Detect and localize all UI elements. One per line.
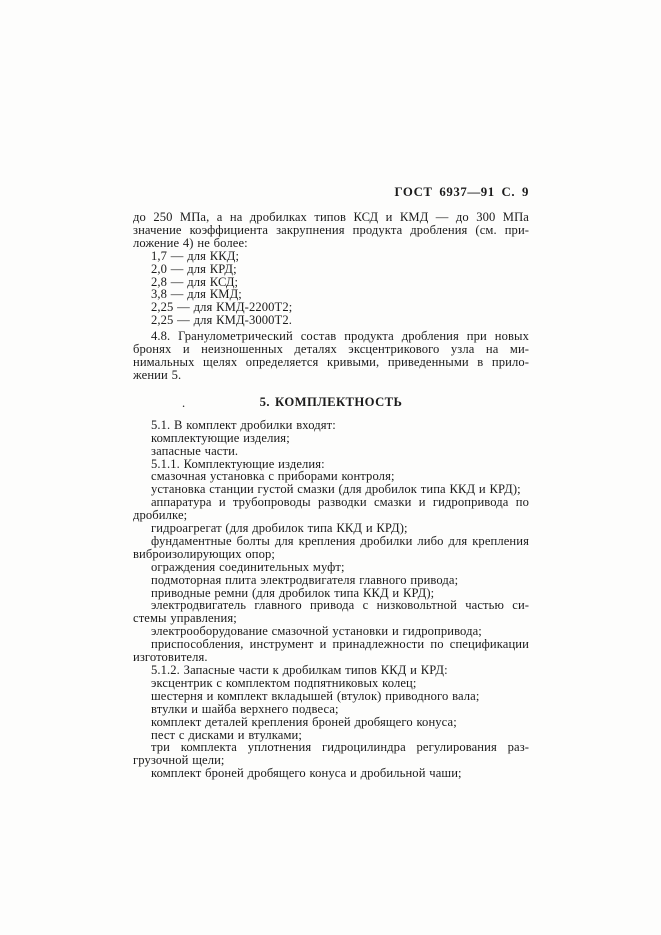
section-heading-row xyxy=(133,393,529,411)
section-heading: 5. КОМПЛЕКТНОСТЬ xyxy=(259,394,403,409)
clause-paragraph: подмоторная плита электродвигателя главного привода; xyxy=(151,572,459,587)
clause-paragraph: фундаментные болты для крепления дробилки либо для крепления виброизолирующих опор; xyxy=(133,533,529,561)
clause-paragraph: электродвигатель главного привода с низковольтной частью системы управления; xyxy=(133,598,529,626)
page-header: ГОСТ 6937—91 С. 9 xyxy=(394,185,529,199)
clause-paragraph: приспособления, инструмент и принадлежности по спецификации изготовителя. xyxy=(133,637,529,665)
coefficient-line: 3,8 — для КМД; xyxy=(151,287,242,302)
stray-dot: . xyxy=(182,395,186,410)
clause-paragraph: установка станции густой смазки (для дробилок типа ККД и КРД); xyxy=(151,482,521,497)
text-block xyxy=(133,186,529,780)
clause-paragraph: пест с дисками и втулками; xyxy=(151,727,302,742)
clause-paragraph: электрооборудование смазочной установки и гидропривода; xyxy=(151,624,482,639)
coefficient-line: 2,8 — для КСД; xyxy=(151,274,239,289)
clause-paragraph: 5.1. В комплект дробилки входят: xyxy=(151,417,336,432)
clause-paragraph: 5.1.2. Запасные части к дробилкам типов ККД и КРД: xyxy=(151,663,448,677)
clause-paragraph: смазочная установка с приборами контроля; xyxy=(151,469,395,484)
coefficient-line: 2,25 — для КМД-2200Т2; xyxy=(151,300,293,315)
clause-paragraph: шестерня и комплект вкладышей (втулок) приводного вала; xyxy=(151,688,480,703)
clause-paragraph: запасные части. xyxy=(151,443,239,458)
clause-paragraph: аппаратура и трубопроводы разводки смазки и гидропривода по дробилке; xyxy=(133,495,529,523)
clause-paragraph: комплект деталей крепления броней дробящего конуса; xyxy=(151,714,457,729)
clause-4-8-paragraph: 4.8. Гранулометрический состав продукта дробления при новых бронях и неизношенных деталях эксцентрикового узла на минимальных щелях определяется кривыми, приведенными в приложении 5. xyxy=(133,329,529,382)
coefficient-line: 1,7 — для ККД; xyxy=(151,248,240,263)
clause-paragraph: гидроагрегат (для дробилок типа ККД и КРД); xyxy=(151,521,408,536)
clause-paragraph: комплектующие изделия; xyxy=(151,430,290,445)
clause-paragraph: приводные ремни (для дробилок типа ККД и КРД); xyxy=(151,585,435,600)
clause-paragraph: комплект броней дробящего конуса и дробильной чаши; xyxy=(151,766,462,781)
clause-paragraph: эксцентрик с комплектом подпятниковых колец; xyxy=(151,675,417,690)
coefficient-line: 2,0 — для КРД; xyxy=(151,261,237,276)
coefficient-line: 2,25 — для КМД-3000Т2. xyxy=(151,313,292,328)
clause-paragraph: 5.1.1. Комплектующие изделия: xyxy=(151,456,325,471)
clause-paragraph: ограждения соединительных муфт; xyxy=(151,559,345,574)
intro-paragraph: до 250 МПа, а на дробилках типов КСД и КМД — до 300 МПа значение коэффициента закрупнения продукта дробления (см. приложение 4) не более: xyxy=(133,210,529,250)
clause-paragraph: втулки и шайба верхнего подвеса; xyxy=(151,701,339,716)
coefficient-list xyxy=(133,250,529,327)
clause-paragraph: три комплекта уплотнения гидроцилиндра регулирования разгрузочной щели; xyxy=(133,740,529,768)
